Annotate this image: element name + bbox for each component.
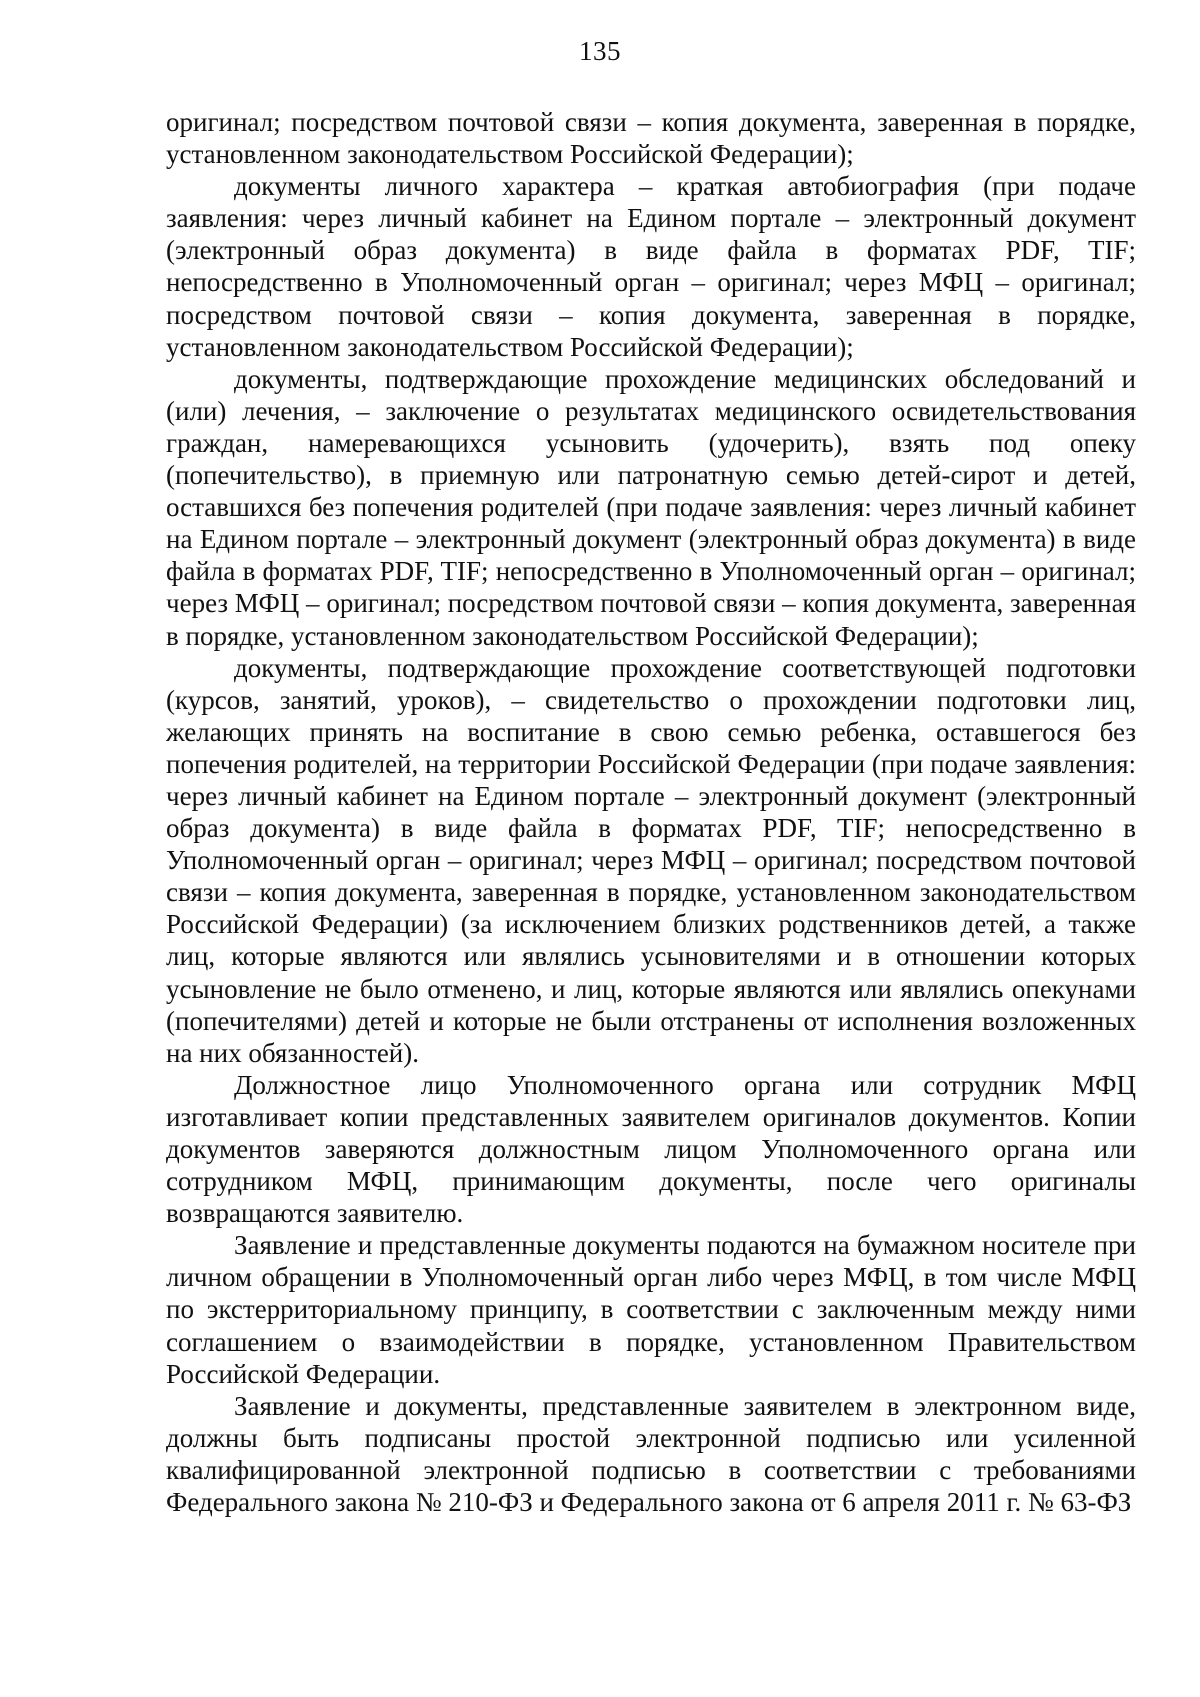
page-number: 135 — [579, 36, 621, 66]
document-body — [166, 106, 1136, 1518]
paragraph: Заявление и документы, представленные заявителем в электронном виде, должны быть подписаны простой электронной подписью или усиленной квалифицированной электронной подписью в соответствии с требованиями Федерального закона № 210-ФЗ и Федерального закона от 6 апреля 2011 г. № 63-ФЗ — [166, 1390, 1136, 1518]
paragraph: Заявление и представленные документы подаются на бумажном носителе при личном обращении в Уполномоченный орган либо через МФЦ, в том числе МФЦ по экстерриториальному принципу, в соответствии с заключенным между ними соглашением о взаимодействии в порядке, установленном Правительством Российской Федерации. — [166, 1230, 1136, 1389]
paragraph: документы личного характера – краткая автобиография (при подаче заявления: через личный кабинет на Едином портале – электронный документ (электронный образ документа) в виде файла в форматах PDF, TIF; непосредственно в Уполномоченный орган – оригинал; через МФЦ – оригинал; посредством почтовой связи – копия документа, заверенная в порядке, установленном законодательством Российской Федерации); — [166, 171, 1136, 362]
paragraph: документы, подтверждающие прохождение медицинских обследований и (или) лечения, – заключение о результатах медицинского освидетельствования граждан, намеревающихся усыновить (удочерить), взять под опеку (попечительство), в приемную или патронатную семью детей-сирот и детей, оставшихся без попечения родителей (при подаче заявления: через личный кабинет на Едином портале – электронный документ (электронный образ документа) в виде файла в форматах PDF, TIF; непосредственно в Уполномоченный орган – оригинал; через МФЦ – оригинал; посредством почтовой связи – копия документа, заверенная в порядке, установленном законодательством Российской Федерации); — [166, 363, 1136, 651]
paragraph: документы, подтверждающие прохождение соответствующей подготовки (курсов, занятий, уроков), – свидетельство о прохождении подготовки лиц, желающих принять на воспитание в свою семью ребенка, оставшегося без попечения родителей, на территории Российской Федерации (при подаче заявления: через личный кабинет на Едином портале – электронный документ (электронный образ документа) в виде файла в форматах PDF, TIF; непосредственно в Уполномоченный орган – оригинал; через МФЦ – оригинал; посредством почтовой связи – копия документа, заверенная в порядке, установленном законодательством Российской Федерации) (за исключением близких родственников детей, а также лиц, которые являются или являлись усыновителями и в отношении которых усыновление не было отменено, и лиц, которые являются или являлись опекунами (попечителями) детей и которые не были отстранены от исполнения возложенных на них обязанностей). — [166, 652, 1136, 1068]
paragraph: Должностное лицо Уполномоченного органа или сотрудник МФЦ изготавливает копии представленных заявителем оригиналов документов. Копии документов заверяются должностным лицом Уполномоченного органа или сотрудником МФЦ, принимающим документы, после чего оригиналы возвращаются заявителю. — [166, 1069, 1136, 1229]
paragraph-continuation: оригинал; посредством почтовой связи – копия документа, заверенная в порядке, установленном законодательством Российской Федерации); — [166, 107, 1136, 170]
